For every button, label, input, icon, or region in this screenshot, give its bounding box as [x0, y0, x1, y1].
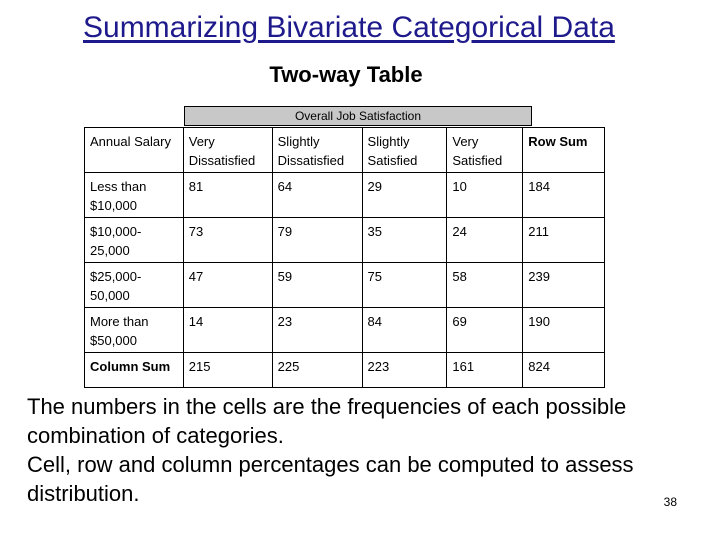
- row-label: More than $50,000: [85, 308, 184, 353]
- table-row: [85, 173, 605, 218]
- two-way-table: [84, 127, 605, 388]
- table-row: [85, 218, 605, 263]
- row-sum-cell: 184: [523, 173, 605, 218]
- table-row: [85, 263, 605, 308]
- group-header: Overall Job Satisfaction: [184, 106, 532, 126]
- table-cell: 14: [183, 308, 272, 353]
- table-cell: 79: [272, 218, 362, 263]
- column-header-very-satisfied: Very Satisfied: [447, 128, 523, 173]
- column-header-very-dissatisfied: Very Dissatisfied: [183, 128, 272, 173]
- table-cell: 23: [272, 308, 362, 353]
- table-subtitle: Two-way Table: [269, 62, 423, 87]
- slide-title: Summarizing Bivariate Categorical Data: [83, 11, 615, 44]
- column-header-slightly-dissatisfied: Slightly Dissatisfied: [272, 128, 362, 173]
- column-sum-row: [85, 353, 605, 388]
- table-cell: 69: [447, 308, 523, 353]
- table-cell: 215: [183, 353, 272, 388]
- row-label: Less than $10,000: [85, 173, 184, 218]
- table-cell: 84: [362, 308, 447, 353]
- caption-text: [27, 392, 707, 508]
- row-sum-cell: 190: [523, 308, 605, 353]
- table-cell: 75: [362, 263, 447, 308]
- table-cell: 73: [183, 218, 272, 263]
- table-cell: 161: [447, 353, 523, 388]
- caption-line-1: The numbers in the cells are the frequencies of each possible combination of categories.: [27, 394, 627, 448]
- table-cell: 225: [272, 353, 362, 388]
- table-row: [85, 308, 605, 353]
- row-sum-cell: 239: [523, 263, 605, 308]
- table-cell: 35: [362, 218, 447, 263]
- row-label: $10,000-25,000: [85, 218, 184, 263]
- table-header-row: [85, 128, 605, 173]
- column-header-salary: Annual Salary: [85, 128, 184, 173]
- caption-line-2: Cell, row and column percentages can be computed to assess distribution.: [27, 452, 634, 506]
- table-cell: 10: [447, 173, 523, 218]
- page-number: 38: [663, 495, 677, 509]
- column-header-row-sum: Row Sum: [523, 128, 605, 173]
- table-cell: 59: [272, 263, 362, 308]
- table-cell: 47: [183, 263, 272, 308]
- table-cell: 223: [362, 353, 447, 388]
- table-cell: 64: [272, 173, 362, 218]
- row-sum-cell: 211: [523, 218, 605, 263]
- grand-total-cell: 824: [523, 353, 605, 388]
- table-cell: 24: [447, 218, 523, 263]
- table-cell: 81: [183, 173, 272, 218]
- table-cell: 29: [362, 173, 447, 218]
- column-header-slightly-satisfied: Slightly Satisfied: [362, 128, 447, 173]
- row-label: Column Sum: [85, 353, 184, 388]
- table-cell: 58: [447, 263, 523, 308]
- row-label: $25,000-50,000: [85, 263, 184, 308]
